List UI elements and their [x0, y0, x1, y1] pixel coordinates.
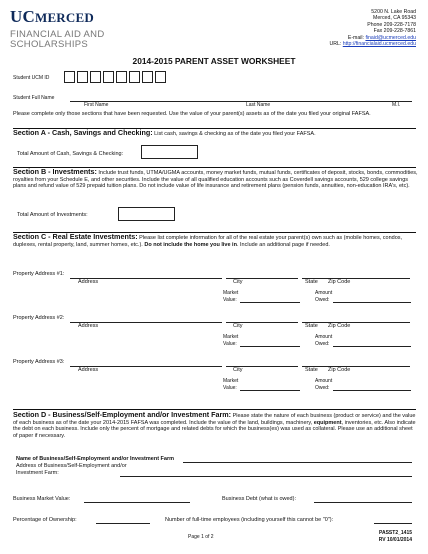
section-d-heading [13, 412, 418, 439]
property-1-state-line[interactable] [302, 278, 410, 279]
section-b-heading [13, 169, 418, 190]
property-1-label: Property Address #1: [13, 271, 65, 277]
property-3-state-line[interactable] [302, 366, 410, 367]
student-id-label: Student UCM ID [13, 75, 50, 81]
form-revision: RV 10/01/2014 [378, 537, 412, 543]
section-c-desc-1: Please list complete information for all of the real estate your parent(s) own such as (mobile homes, condos, duplexes, rental property, land, summer homes, etc.). [13, 235, 403, 248]
business-address-label-2: Investment Farm: [16, 470, 59, 476]
section-c-desc-bold: Do not include the home you live in [144, 241, 237, 248]
business-debt-line[interactable] [314, 502, 412, 503]
address-line-2: Merced, CA 95343 [373, 15, 416, 22]
section-b-title: Section B - Investments: [13, 167, 97, 176]
business-name-line[interactable] [183, 462, 412, 463]
property-1-market-line[interactable] [240, 302, 300, 303]
logo-wordmark [10, 7, 160, 27]
section-a-total-label: Total Amount of Cash, Savings & Checking: [17, 151, 124, 157]
section-b-desc: Include trust funds, UTMA/UGMA accounts, money market funds, mutual funds, certificates of deposit, stocks, bonds, commodities, royalties from your Schedule E, and other securities. Include the value of all qualified education accounts such as Coverdell savings accounts, 529 college savings plans and refund value of 529 prepaid tuition plans. Do not include value of life insurance and retirement plans (pension funds, annuities, non-education IRA's, etc). [13, 170, 418, 190]
id-digit-8[interactable] [155, 71, 166, 83]
section-a-title: Section A - Cash, Savings and Checking: [13, 128, 153, 137]
email-label: E-mail: [347, 34, 366, 41]
property-3-owed-caption: Owed: [315, 385, 330, 391]
business-market-value-label: Business Market Value: [13, 496, 71, 502]
employees-line[interactable] [374, 523, 412, 524]
property-3-city-caption: City [233, 367, 243, 373]
property-2-value-caption: Value: [223, 341, 237, 347]
business-debt-label: Business Debt (what is owed): [222, 496, 296, 502]
section-c-desc-2: . Include an additional page if needed. [236, 241, 330, 248]
property-2-owed-caption: Owed: [315, 341, 330, 347]
fax: Fax 209-228-7861 [373, 28, 416, 35]
logo-uc: UC [10, 7, 35, 26]
property-3-zip-caption: Zip Code [328, 367, 351, 373]
employees-label: Number of full-time employees (including yourself this cannot be "0"): [165, 517, 334, 523]
property-2-amount-caption: Amount [315, 334, 333, 340]
id-digit-1[interactable] [64, 71, 75, 83]
property-3-label: Property Address #3: [13, 359, 65, 365]
property-1-amount-caption: Amount [315, 290, 333, 296]
instructions: Please complete only those sections that have been requested. Use the value of your parent(s) assets as of the date you filed your original FAFSA. [13, 111, 371, 117]
business-address-line[interactable] [120, 476, 412, 477]
property-2-city-caption: City [233, 323, 243, 329]
property-1-owed-line[interactable] [333, 302, 411, 303]
property-3-owed-line[interactable] [333, 390, 411, 391]
property-1-owed-caption: Owed: [315, 297, 330, 303]
page-number: Page 1 of 2 [188, 534, 214, 540]
property-2-owed-line[interactable] [333, 346, 411, 347]
phone: Phone 209-228-7178 [367, 21, 416, 28]
url-link[interactable]: http://financialaid.ucmerced.edu [342, 41, 416, 48]
property-1-zip-caption: Zip Code [328, 279, 351, 285]
property-2-zip-caption: Zip Code [328, 323, 351, 329]
section-a-total-input[interactable] [141, 145, 198, 159]
logo-merced: MERCED [34, 10, 94, 25]
address-line-1: 5200 N. Lake Road [371, 9, 416, 15]
property-3-amount-caption: Amount [315, 378, 333, 384]
page-title: 2014-2015 PARENT ASSET WORKSHEET [132, 56, 296, 66]
contact-block [246, 9, 416, 47]
property-1-city-caption: City [233, 279, 243, 285]
section-b-total-input[interactable] [118, 207, 175, 221]
student-id-input[interactable] [64, 71, 169, 83]
last-name-caption: Last Name [246, 102, 271, 108]
property-1-market-caption: Market [223, 290, 239, 296]
student-name-line[interactable] [70, 101, 412, 102]
email-link[interactable]: finaid@ucmerced.edu [365, 34, 416, 41]
ownership-percent-line[interactable] [96, 523, 150, 524]
business-address-label-1: Address of Business/Self-Employment and/or [16, 463, 127, 469]
property-2-state-caption: State [305, 323, 318, 329]
property-2-market-caption: Market [223, 334, 239, 340]
logo-line-2: SCHOLARSHIPS [10, 39, 89, 50]
property-1-address-caption: Address [78, 279, 99, 285]
property-3-market-line[interactable] [240, 390, 300, 391]
property-2-address-caption: Address [78, 323, 99, 329]
mi-caption: M.I. [392, 102, 401, 108]
section-c-title: Section C - Real Estate Investments: [13, 232, 138, 241]
student-name-label: Student Full Name [13, 95, 55, 101]
property-1-value-caption: Value: [223, 297, 237, 303]
section-d-desc-a: Please state the nature of each business (product or service) and the value of each business as of the date your 2014-2015 FAFSA was completed. Include the value of the land, buildings, machinery, [13, 413, 416, 426]
id-digit-6[interactable] [129, 71, 140, 83]
first-name-caption: First Name [84, 102, 109, 108]
section-d-desc-b: , inventories, etc. Also indicate the debt on each business. Include only the percent of mortgage and related debts for which the business(es) was used as collateral. Please use an additional sheet of paper if necessary. [13, 419, 416, 439]
id-digit-7[interactable] [142, 71, 153, 83]
business-name-label: Name of Business/Self-Employment and/or Investment Farm [16, 456, 175, 462]
property-2-market-line[interactable] [240, 346, 300, 347]
form-code: PASST2_1415 [379, 530, 412, 536]
logo-line-1: FINANCIAL AID AND [10, 29, 105, 40]
section-b-total-label: Total Amount of Investments: [17, 212, 88, 218]
url-row [246, 41, 416, 47]
id-digit-4[interactable] [103, 71, 114, 83]
property-2-state-line[interactable] [302, 322, 410, 323]
property-3-market-caption: Market [223, 378, 239, 384]
section-c-heading [13, 234, 418, 248]
section-a-desc: List cash, savings & checking as of the date you filed your FAFSA. [152, 131, 316, 137]
section-a-heading [13, 130, 418, 138]
ownership-percent-label: Percentage of Ownership: [13, 517, 77, 523]
id-digit-2[interactable] [77, 71, 88, 83]
property-1-state-caption: State [305, 279, 318, 285]
logo [10, 7, 160, 55]
property-3-state-caption: State [305, 367, 318, 373]
business-market-value-line[interactable] [84, 502, 190, 503]
url-label: URL: [329, 41, 343, 48]
section-d-title: Section D - Business/Self-Employment and/or Investment Farm: [13, 410, 232, 419]
id-digit-5[interactable] [116, 71, 127, 83]
property-2-label: Property Address #2: [13, 315, 65, 321]
property-3-address-caption: Address [78, 367, 99, 373]
section-d-desc-bold: equipment [313, 419, 342, 426]
property-3-value-caption: Value: [223, 385, 237, 391]
id-digit-3[interactable] [90, 71, 101, 83]
